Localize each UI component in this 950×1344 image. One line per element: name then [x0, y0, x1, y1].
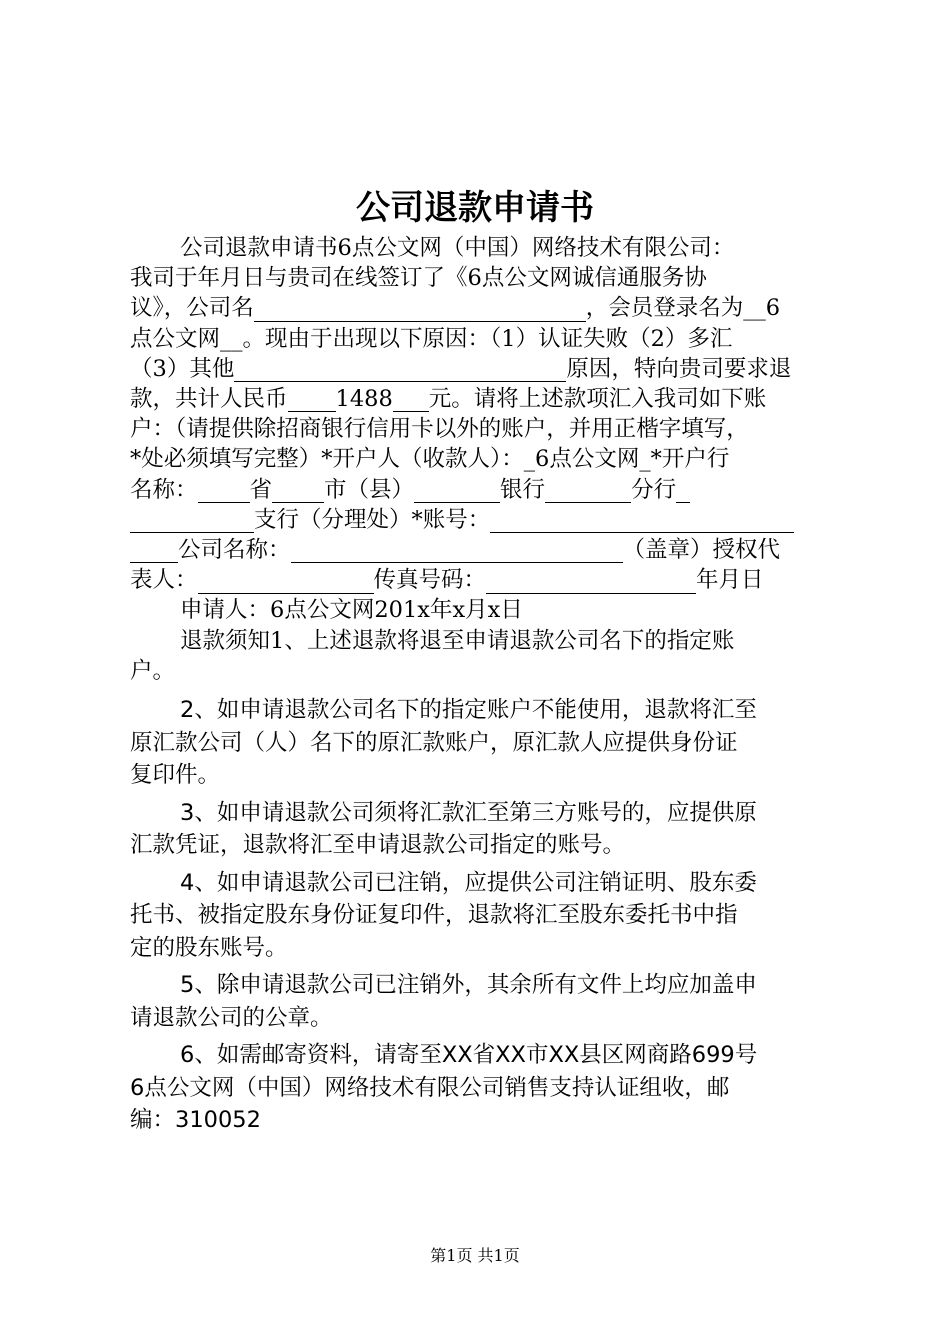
branch-blank — [545, 478, 631, 503]
form-line: 名称： 省 市（县） 银行 分行 — [130, 475, 832, 505]
company-name-blank — [254, 297, 586, 322]
city-blank — [272, 478, 324, 503]
form-line: 我司于年月日与贵司在线签订了《6点公文网诚信通服务协 — [130, 265, 707, 292]
province-blank — [198, 478, 250, 503]
refund-note-item: 2、如申请退款公司名下的指定账户不能使用，退款将汇至 原汇款公司（人）名下的原汇款账户，原汇款人应提供身份证 复印件。 — [130, 697, 757, 789]
form-line: 款，共计人民币 1488 元。请将上述款项汇入我司如下账 — [130, 386, 767, 413]
sub-branch-blank — [130, 509, 254, 534]
document-body — [130, 233, 832, 1142]
form-line: （3）其他 原因，特向贵司要求退 — [130, 355, 792, 382]
page-footer: 第1页 共1页 — [430, 1246, 520, 1265]
form-line: 公司名称： （盖章）授权代 — [130, 535, 832, 565]
form-line: 支行（分理处）*账号： — [130, 505, 832, 535]
branch-blank-tail — [676, 478, 690, 503]
refund-amount: 1488 — [335, 386, 393, 413]
form-line: 表人： 传真号码： 年月日 — [130, 567, 764, 594]
application-form-paragraph — [130, 233, 832, 595]
form-line: *处必须填写完整）*开户人（收款人）：_6点公文网_*开户行 — [130, 446, 730, 473]
other-reason-blank — [234, 357, 566, 382]
refund-notice-intro: 退款须知1、上述退款将退至申请退款公司名下的指定账 户。 — [130, 627, 735, 684]
fax-number-blank — [486, 569, 696, 594]
account-number-blank-cont — [130, 539, 178, 564]
refund-notes — [130, 694, 832, 1137]
form-line: 户：（请提供除招商银行信用卡以外的账户，并用正楷字填写， — [130, 416, 749, 443]
amount-blank-before — [288, 388, 336, 413]
account-number-blank — [490, 509, 794, 534]
refund-note-item: 5、除申请退款公司已注销外，其余所有文件上均应加盖申 请退款公司的公章。 — [130, 972, 757, 1031]
bank-blank — [414, 478, 500, 503]
applicant-line: 申请人：6点公文网201x年x月x日 — [180, 597, 523, 624]
form-line: 点公文网__。现由于出现以下原因：（1）认证失败（2）多汇 — [130, 325, 733, 352]
form-line: 议》，公司名 ，会员登录名为__6 — [130, 295, 781, 322]
form-line: 公司退款申请书6点公文网（中国）网络技术有限公司： — [180, 235, 735, 261]
amount-blank-after — [393, 388, 429, 413]
company-name-seal-blank — [291, 539, 623, 564]
refund-note-item: 6、如需邮寄资料，请寄至XX省XX市XX县区网商路699号 6点公文网（中国）网络技术有限公司销售支持认证组收，邮 编：310052 — [130, 1042, 758, 1134]
refund-note-item: 4、如申请退款公司已注销，应提供公司注销证明、股东委 托书、被指定股东身份证复印件，退款将汇至股东委托书中指 定的股东账号。 — [130, 869, 757, 961]
refund-note-item: 3、如申请退款公司须将汇款汇至第三方账号的，应提供原 汇款凭证，退款将汇至申请退款公司指定的账号。 — [130, 799, 757, 859]
document-title: 公司退款申请书 — [356, 188, 594, 228]
representative-blank — [198, 569, 374, 594]
